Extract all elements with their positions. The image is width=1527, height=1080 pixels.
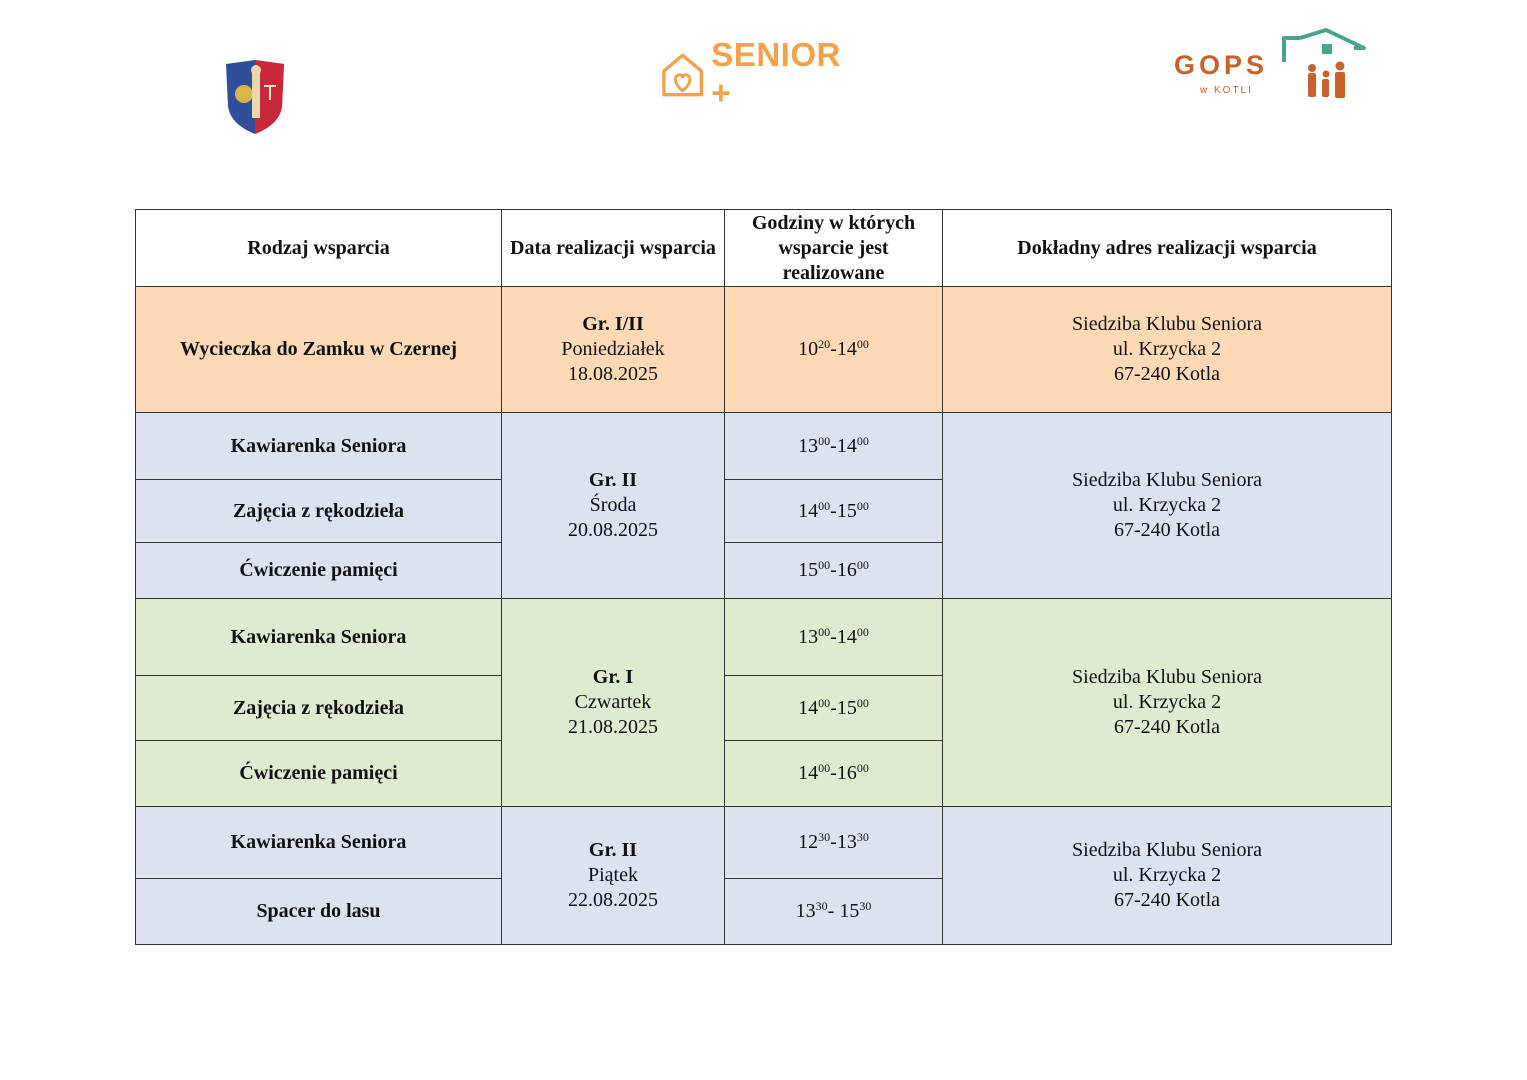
time-end-min: 00	[856, 695, 869, 710]
senior-plus-text: SENIOR +	[711, 36, 841, 111]
group-label: Gr. II	[588, 839, 638, 861]
time-separator: -	[830, 338, 837, 360]
time-cell	[725, 287, 943, 413]
date-cell	[502, 599, 725, 807]
schedule-table	[135, 209, 1392, 945]
time-start-hour: 14	[798, 762, 819, 784]
date-label: 22.08.2025	[568, 889, 658, 911]
time-start-min: 30	[815, 899, 828, 913]
date-cell	[502, 807, 725, 945]
time-start-hour: 14	[798, 696, 819, 719]
address-line: ul. Krzycka 2	[1112, 691, 1222, 713]
activity-cell: Kawiarenka Seniora	[136, 807, 502, 879]
time-start-hour: 15	[798, 559, 819, 581]
gops-subtitle: w KOTLI	[1200, 85, 1253, 96]
activity-cell: Zajęcia z rękodzieła	[136, 480, 502, 543]
activity-cell: Wycieczka do Zamku w Czernej	[136, 287, 502, 413]
time-start-min: 00	[818, 558, 831, 572]
time-start-hour: 13	[798, 434, 819, 457]
date-cell	[502, 413, 725, 599]
group-label: Gr. I/II	[582, 313, 644, 335]
time-end-hour: 14	[836, 338, 857, 360]
time-start-min: 00	[818, 433, 831, 448]
address-line: 67-240 Kotla	[1113, 519, 1221, 541]
date-label: 18.08.2025	[568, 363, 658, 385]
time-end-min: 00	[856, 337, 869, 351]
time-separator: -	[830, 499, 837, 522]
table-row	[136, 599, 1392, 676]
header-support-type: Rodzaj wsparcia	[136, 210, 502, 287]
group-label: Gr. I	[592, 666, 634, 688]
time-start-min: 00	[818, 761, 831, 775]
time-start-min: 30	[818, 830, 831, 844]
gops-logo	[1170, 26, 1370, 106]
house-heart-icon	[658, 49, 707, 99]
day-label: Piątek	[588, 864, 638, 886]
gops-title: GOPS	[1174, 50, 1269, 80]
address-cell	[943, 287, 1392, 413]
date-label: 21.08.2025	[568, 716, 658, 738]
address-line: Siedziba Klubu Seniora	[1072, 469, 1262, 491]
house-family-icon	[1278, 28, 1368, 102]
activity-cell: Zajęcia z rękodzieła	[136, 676, 502, 741]
address-line: ul. Krzycka 2	[1112, 338, 1222, 360]
time-start-hour: 13	[798, 625, 819, 648]
time-separator: -	[830, 625, 837, 648]
address-line: Siedziba Klubu Seniora	[1072, 839, 1262, 861]
time-start-hour: 14	[798, 499, 819, 522]
time-start-hour: 13	[795, 900, 816, 922]
time-start-min: 00	[818, 695, 831, 710]
time-end-hour: 13	[836, 831, 857, 853]
date-cell	[502, 287, 725, 413]
address-line: 67-240 Kotla	[1113, 889, 1221, 911]
time-end-hour: 15	[836, 696, 857, 719]
address-cell	[943, 807, 1392, 945]
day-label: Czwartek	[574, 691, 652, 713]
date-label: 20.08.2025	[568, 519, 658, 541]
time-end-min: 00	[856, 433, 869, 448]
time-separator: -	[830, 831, 837, 853]
time-cell	[725, 741, 943, 807]
address-line: 67-240 Kotla	[1113, 363, 1221, 385]
time-end-hour: 14	[836, 434, 857, 457]
address-line: 67-240 Kotla	[1113, 716, 1221, 738]
time-end-min: 00	[856, 624, 869, 639]
time-cell	[725, 599, 943, 676]
time-cell	[725, 413, 943, 480]
time-end-hour: 14	[836, 625, 857, 648]
time-end-hour: 16	[836, 762, 857, 784]
day-label: Środa	[589, 494, 637, 516]
time-separator: -	[830, 762, 837, 784]
table-row	[136, 413, 1392, 480]
time-separator: -	[830, 434, 837, 457]
time-start-min: 20	[818, 337, 831, 351]
table-header-row	[136, 210, 1392, 287]
time-end-min: 00	[856, 761, 869, 775]
time-end-hour: 15	[836, 499, 857, 522]
address-cell	[943, 599, 1392, 807]
time-separator: -	[830, 559, 837, 581]
time-start-min: 00	[818, 498, 831, 513]
time-start-hour: 10	[798, 338, 819, 360]
day-label: Poniedziałek	[561, 338, 665, 360]
activity-cell: Ćwiczenie pamięci	[136, 543, 502, 599]
header-address: Dokładny adres realizacji wsparcia	[943, 210, 1392, 287]
header-date: Data realizacji wsparcia	[502, 210, 725, 287]
time-end-min: 00	[856, 558, 869, 572]
time-end-min: 30	[856, 830, 869, 844]
coat-of-arms-logo	[222, 56, 288, 136]
time-cell	[725, 807, 943, 879]
time-cell	[725, 676, 943, 741]
activity-cell: Spacer do lasu	[136, 879, 502, 945]
activity-cell: Ćwiczenie pamięci	[136, 741, 502, 807]
activity-cell: Kawiarenka Seniora	[136, 413, 502, 480]
address-line: ul. Krzycka 2	[1112, 864, 1222, 886]
time-start-hour: 12	[798, 831, 819, 853]
table-row	[136, 287, 1392, 413]
time-separator: -	[827, 900, 840, 922]
header-hours: Godziny w których wsparcie jest realizowane	[725, 210, 943, 287]
senior-plus-logo	[658, 36, 868, 111]
time-cell	[725, 480, 943, 543]
time-start-min: 00	[818, 624, 831, 639]
time-end-min: 30	[859, 899, 872, 913]
address-cell	[943, 413, 1392, 599]
table-row	[136, 807, 1392, 879]
activity-cell: Kawiarenka Seniora	[136, 599, 502, 676]
address-line: Siedziba Klubu Seniora	[1072, 666, 1262, 688]
time-cell	[725, 879, 943, 945]
time-end-hour: 15	[839, 900, 860, 922]
time-separator: -	[830, 696, 837, 719]
time-cell	[725, 543, 943, 599]
address-line: Siedziba Klubu Seniora	[1072, 313, 1262, 335]
group-label: Gr. II	[588, 469, 638, 491]
time-end-min: 00	[856, 498, 869, 513]
time-end-hour: 16	[836, 559, 857, 581]
address-line: ul. Krzycka 2	[1112, 494, 1222, 516]
